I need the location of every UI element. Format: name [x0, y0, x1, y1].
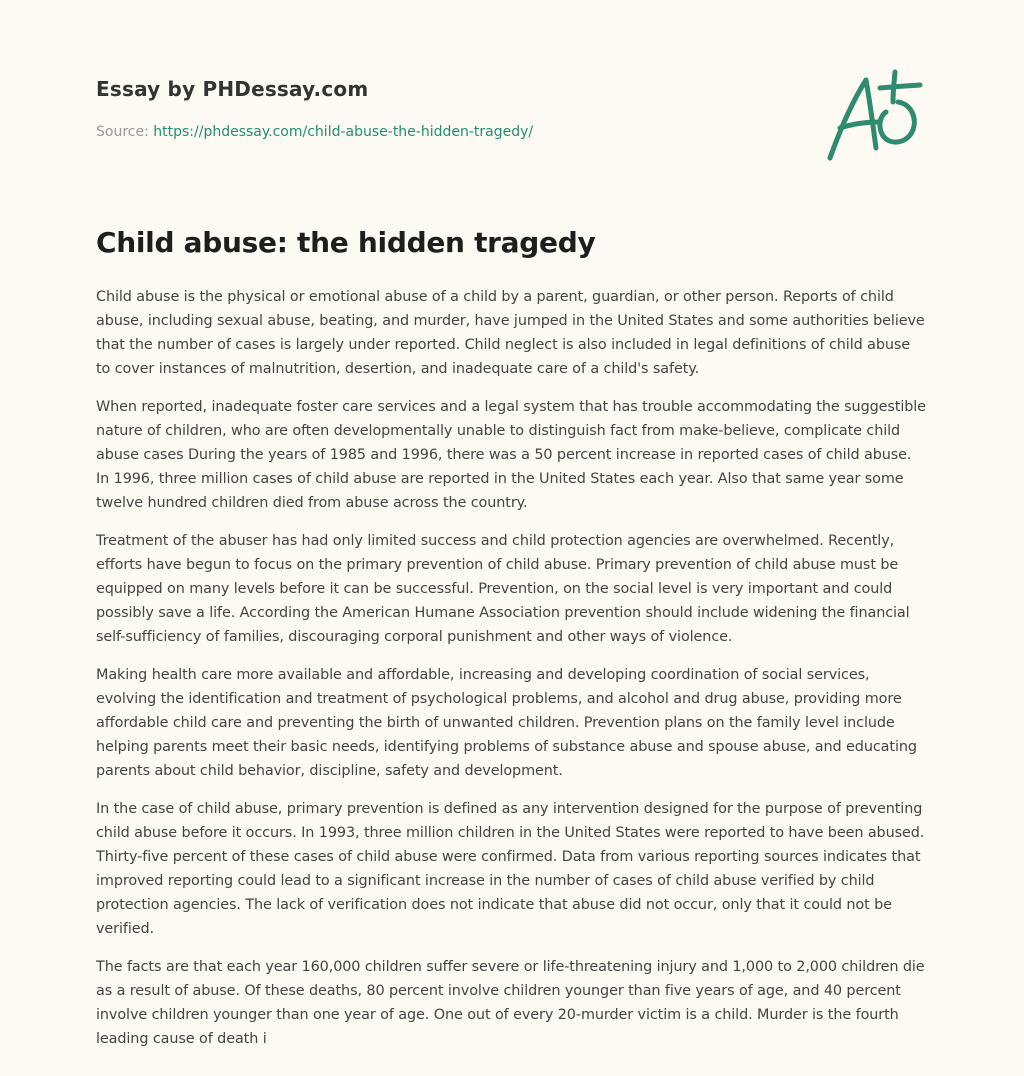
a-plus-logo-icon [826, 68, 926, 164]
source-link[interactable]: https://phdessay.com/child-abuse-the-hidden-tragedy/ [153, 124, 534, 140]
source-label: Source: [96, 124, 154, 140]
essay-paragraph: Child abuse is the physical or emotional abuse of a child by a parent, guardian, or other person. Reports of child abuse, including sexual abuse, beating, and murder, have jumped in the United States and some authorities believe that the number of cases is largely under reported. Child neglect is also included in legal definitions of child abuse to cover instances of malnutrition, desertion, and inadequate care of a child's safety. [96, 289, 925, 377]
essay-paragraph: Making health care more available and affordable, increasing and developing coordination of social services, evolving the identification and treatment of psychological problems, and alcohol and drug abuse, providing more affordable child care and preventing the birth of unwanted children. Prevention plans on the family level include helping parents meet their basic needs, identifying problems of substance abuse and spouse abuse, and educating parents about child behavior, discipline, safety and development. [96, 667, 917, 779]
essay-paragraph: Treatment of the abuser has had only limited success and child protection agencies are overwhelmed. Recently, efforts have begun to focus on the primary prevention of child abuse. Primary prevention of child abuse must be equipped on many levels before it can be successful. Prevention, on the social level is very important and could possibly save a life. According the American Humane Association prevention should include widening the financial self-sufficiency of families, discouraging corporal punishment and other ways of violence. [96, 533, 910, 645]
essay-paragraph: In the case of child abuse, primary prevention is defined as any intervention designed for the purpose of preventing child abuse before it occurs. In 1993, three million children in the United States were reported to have been abused. Thirty-five percent of these cases of child abuse were confirmed. Data from various reporting sources indicates that improved reporting could lead to a significant increase in the number of cases of child abuse verified by child protection agencies. The lack of verification does not indicate that abuse did not occur, only that it could not be verified. [96, 801, 925, 937]
essay-paragraph: The facts are that each year 160,000 children suffer severe or life-threatening injury and 1,000 to 2,000 children die as a result of abuse. Of these deaths, 80 percent involve children younger than five years of age, and 40 percent involve children younger than one year of age. One out of every 20-murder victim is a child. Murder is the fourth leading cause of death i [96, 959, 925, 1047]
essay-body [96, 285, 928, 1065]
essay-title: Child abuse: the hidden tragedy [96, 226, 596, 259]
source-line [96, 124, 533, 140]
site-brand: Essay by PHDessay.com [96, 77, 369, 101]
essay-paragraph: When reported, inadequate foster care services and a legal system that has trouble accommodating the suggestible nature of children, who are often developmentally unable to distinguish fact from make-believe, complicate child abuse cases During the years of 1985 and 1996, there was a 50 percent increase in reported cases of child abuse. In 1996, three million cases of child abuse are reported in the United States each year. Also that same year some twelve hundred children died from abuse across the country. [96, 399, 926, 511]
